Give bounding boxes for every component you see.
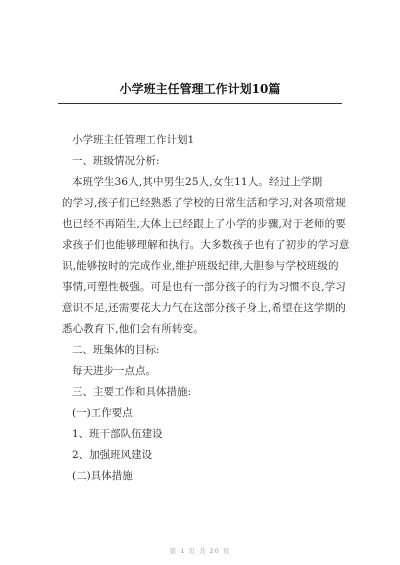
paragraph-line: 求孩子们也能够理解和执行。大多数孩子也有了初步的学习意 <box>62 239 350 251</box>
paragraph-line: 事情,可塑性极强。可是也有一部分孩子的行为习惯不良,学习 <box>62 281 346 293</box>
page-footer: 第 1 页 共 20 页 <box>169 547 231 555</box>
paragraph-line: 本班学生36人,其中男生25人,女生11人。经过上学期 <box>72 176 323 188</box>
subsection-heading: (二)具体措施 <box>72 470 133 482</box>
section-heading: 一、班级情况分析: <box>72 155 160 167</box>
paragraph-line: 意识不足,还需要花大力气在这部分孩子身上,希望在这学期的 <box>62 302 346 314</box>
document-body <box>62 130 350 487</box>
list-item: 1、班干部队伍建设 <box>72 428 163 440</box>
list-item: 2、加强班风建设 <box>72 449 153 461</box>
paragraph-line: 悉心教育下,他们会有所转变。 <box>62 323 204 335</box>
section-heading: 二、班集体的目标: <box>72 344 160 356</box>
section-heading: 小学班主任管理工作计划1 <box>72 134 195 146</box>
document-title: 小学班主任管理工作计划10篇 <box>119 82 281 96</box>
paragraph-line: 识,能够按时的完成作业,维护班级纪律,大胆参与学校班级的 <box>62 260 339 272</box>
subsection-heading: (一)工作要点 <box>72 407 133 419</box>
paragraph-line: 每天进步一点点。 <box>72 365 156 377</box>
title-divider <box>58 103 342 104</box>
paragraph-line: 也已经不再陌生,大体上已经跟上了小学的步骤,对于老师的要 <box>62 218 346 230</box>
section-heading: 三、主要工作和具体措施: <box>72 386 192 398</box>
paragraph-line: 的学习,孩子们已经熟悉了学校的日常生活和学习,对各项常规 <box>62 197 346 209</box>
